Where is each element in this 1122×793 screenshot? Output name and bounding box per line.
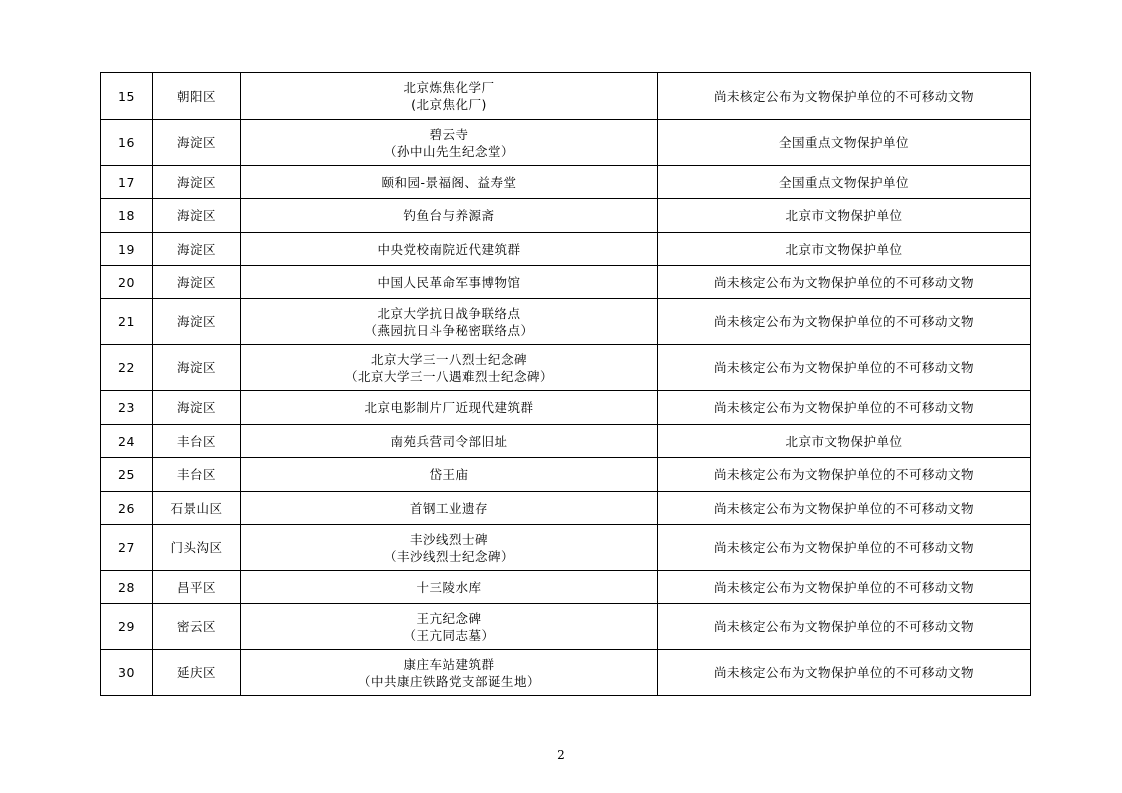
row-number-cell: 24	[101, 425, 153, 458]
site-alias: （丰沙线烈士纪念碑）	[383, 548, 514, 564]
row-number-cell: 18	[101, 199, 153, 233]
row-number-cell: 20	[101, 266, 153, 299]
district-cell: 石景山区	[153, 492, 241, 525]
table-body	[101, 73, 1031, 696]
site-name: 王亢纪念碑	[416, 610, 482, 626]
table-row	[101, 166, 1031, 199]
district-cell: 海淀区	[153, 299, 241, 345]
site-name-cell	[241, 266, 658, 299]
protection-level-cell: 尚未核定公布为文物保护单位的不可移动文物	[658, 73, 1031, 120]
site-name-cell	[241, 492, 658, 525]
row-number-cell: 26	[101, 492, 153, 525]
heritage-sites-table	[100, 72, 1031, 696]
row-number-cell: 19	[101, 233, 153, 266]
row-number-cell: 22	[101, 345, 153, 391]
protection-level-cell: 尚未核定公布为文物保护单位的不可移动文物	[658, 458, 1031, 492]
protection-level-cell: 北京市文物保护单位	[658, 199, 1031, 233]
protection-level-cell: 全国重点文物保护单位	[658, 120, 1031, 166]
site-name-cell	[241, 299, 658, 345]
row-number-cell: 23	[101, 391, 153, 425]
site-name: 钓鱼台与养源斋	[403, 208, 495, 223]
table-row	[101, 571, 1031, 604]
table-row	[101, 73, 1031, 120]
protection-level-cell: 尚未核定公布为文物保护单位的不可移动文物	[658, 650, 1031, 696]
site-name: 岱王庙	[429, 467, 469, 482]
table-row	[101, 492, 1031, 525]
row-number-cell: 17	[101, 166, 153, 199]
site-alias: （中共康庄铁路党支部诞生地）	[357, 673, 540, 689]
site-alias: （燕园抗日斗争秘密联络点）	[364, 322, 534, 338]
table-row	[101, 199, 1031, 233]
site-alias: （北京大学三一八遇难烈士纪念碑）	[344, 368, 553, 384]
row-number-cell: 25	[101, 458, 153, 492]
table-row	[101, 650, 1031, 696]
table-row	[101, 604, 1031, 650]
district-cell: 朝阳区	[153, 73, 241, 120]
site-name-cell	[241, 425, 658, 458]
site-name: 北京炼焦化学厂	[403, 80, 495, 95]
site-name: 中国人民革命军事博物馆	[377, 274, 521, 290]
site-name-cell	[241, 391, 658, 425]
site-name: 首钢工业遗存	[409, 500, 488, 516]
district-cell: 海淀区	[153, 166, 241, 199]
district-cell: 丰台区	[153, 425, 241, 458]
protection-level-cell: 北京市文物保护单位	[658, 233, 1031, 266]
protection-level-cell: 尚未核定公布为文物保护单位的不可移动文物	[658, 571, 1031, 604]
table-row	[101, 233, 1031, 266]
site-name: 北京大学抗日战争联络点	[377, 305, 521, 321]
page-number: 2	[557, 748, 565, 762]
site-name-cell	[241, 345, 658, 391]
site-alias: (北京焦化厂)	[411, 97, 487, 112]
district-cell: 海淀区	[153, 233, 241, 266]
site-name: 十三陵水库	[416, 579, 482, 595]
site-name: 碧云寺	[429, 126, 469, 142]
site-name: 丰沙线烈士碑	[409, 531, 488, 547]
site-name: 北京电影制片厂近现代建筑群	[364, 400, 534, 415]
site-name-cell	[241, 166, 658, 199]
site-name-cell	[241, 458, 658, 492]
table-row	[101, 299, 1031, 345]
site-name: 颐和园-景福阁、益寿堂	[381, 174, 517, 190]
site-name-cell	[241, 73, 658, 120]
district-cell: 海淀区	[153, 199, 241, 233]
protection-level-cell: 尚未核定公布为文物保护单位的不可移动文物	[658, 299, 1031, 345]
site-name-cell	[241, 650, 658, 696]
district-cell: 海淀区	[153, 120, 241, 166]
site-name-cell	[241, 199, 658, 233]
protection-level-cell: 尚未核定公布为文物保护单位的不可移动文物	[658, 525, 1031, 571]
table-row	[101, 120, 1031, 166]
protection-level-cell: 尚未核定公布为文物保护单位的不可移动文物	[658, 391, 1031, 425]
district-cell: 海淀区	[153, 391, 241, 425]
table-row	[101, 458, 1031, 492]
district-cell: 昌平区	[153, 571, 241, 604]
protection-level-cell: 尚未核定公布为文物保护单位的不可移动文物	[658, 492, 1031, 525]
site-name-cell	[241, 571, 658, 604]
row-number-cell: 16	[101, 120, 153, 166]
protection-level-cell: 全国重点文物保护单位	[658, 166, 1031, 199]
row-number-cell: 27	[101, 525, 153, 571]
row-number-cell: 29	[101, 604, 153, 650]
district-cell: 海淀区	[153, 266, 241, 299]
table-row	[101, 345, 1031, 391]
protection-level-cell: 尚未核定公布为文物保护单位的不可移动文物	[658, 266, 1031, 299]
protection-level-cell: 尚未核定公布为文物保护单位的不可移动文物	[658, 345, 1031, 391]
table-row	[101, 425, 1031, 458]
district-cell: 门头沟区	[153, 525, 241, 571]
row-number-cell: 21	[101, 299, 153, 345]
site-name-cell	[241, 120, 658, 166]
row-number-cell: 15	[101, 73, 153, 120]
row-number-cell: 30	[101, 650, 153, 696]
table-row	[101, 525, 1031, 571]
site-name-cell	[241, 525, 658, 571]
table-row	[101, 391, 1031, 425]
district-cell: 丰台区	[153, 458, 241, 492]
protection-level-cell: 北京市文物保护单位	[658, 425, 1031, 458]
site-name: 北京大学三一八烈士纪念碑	[370, 351, 527, 367]
district-cell: 海淀区	[153, 345, 241, 391]
site-name-cell	[241, 233, 658, 266]
district-cell: 密云区	[153, 604, 241, 650]
table-row	[101, 266, 1031, 299]
protection-level-cell: 尚未核定公布为文物保护单位的不可移动文物	[658, 604, 1031, 650]
site-alias: （王亢同志墓）	[403, 627, 495, 643]
site-name: 中央党校南院近代建筑群	[377, 241, 521, 257]
district-cell: 延庆区	[153, 650, 241, 696]
site-name-cell	[241, 604, 658, 650]
row-number-cell: 28	[101, 571, 153, 604]
site-alias: （孙中山先生纪念堂）	[383, 143, 514, 159]
site-name: 康庄车站建筑群	[403, 656, 495, 672]
site-name: 南苑兵营司令部旧址	[390, 433, 508, 449]
